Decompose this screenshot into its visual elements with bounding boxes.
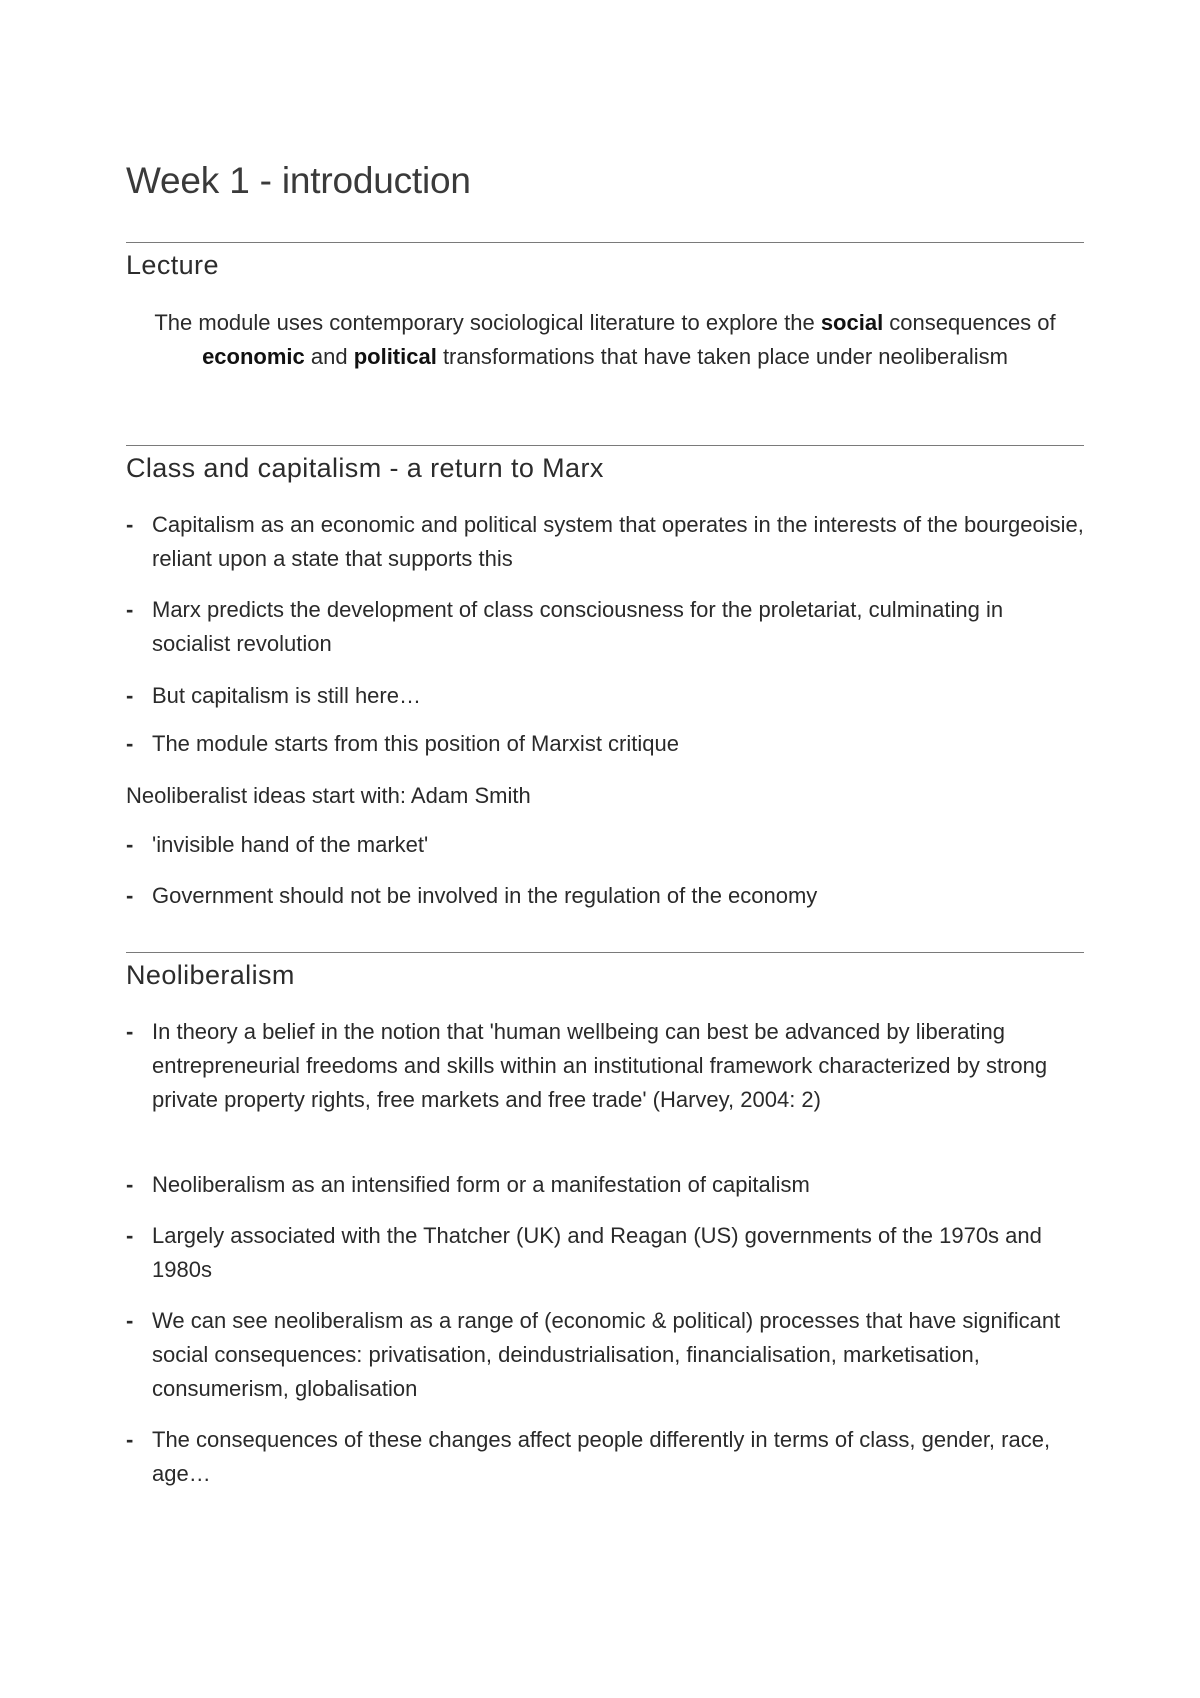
bullet-marker: - <box>126 512 134 537</box>
section-divider <box>126 242 1084 243</box>
list-item <box>126 1168 1084 1202</box>
list-item <box>126 593 1084 661</box>
list-item-text: Neoliberalism as an intensified form or a manifestation of capitalism <box>152 1172 810 1197</box>
list-item <box>126 1015 1084 1117</box>
bold-term-social: social <box>820 310 884 335</box>
bullet-marker: - <box>126 731 134 756</box>
adam-smith-intro: Neoliberalist ideas start with: Adam Smith <box>126 783 531 808</box>
bullet-marker: - <box>126 683 134 708</box>
bold-term-political: political <box>353 344 437 369</box>
bullet-marker: - <box>126 597 134 622</box>
list-item <box>126 1219 1084 1287</box>
lecture-text-part: The module uses contemporary sociological literature to explore the <box>154 310 821 335</box>
list-item-text: In theory a belief in the notion that 'human wellbeing can best be advanced by liberating entrepreneurial freedoms and skills within an institutional framework characterized by strong private property rights, free markets and free trade' (Harvey, 2004: 2) <box>152 1019 1048 1112</box>
list-item <box>126 1304 1084 1406</box>
bullet-marker: - <box>126 832 134 857</box>
list-item-text: 'invisible hand of the market' <box>152 832 429 857</box>
list-item-text: Largely associated with the Thatcher (UK) and Reagan (US) governments of the 1970s and 1980s <box>152 1223 1042 1282</box>
bullet-marker: - <box>126 1308 134 1333</box>
neoliberalism-heading: Neoliberalism <box>126 960 295 990</box>
page-title: Week 1 - introduction <box>126 160 471 201</box>
list-item <box>126 879 1084 913</box>
list-item-text: Government should not be involved in the regulation of the economy <box>152 883 818 908</box>
list-item-text: The consequences of these changes affect people differently in terms of class, gender, race, age… <box>152 1427 1051 1486</box>
list-item-text: Marx predicts the development of class consciousness for the proletariat, culminating in socialist revolution <box>152 597 1004 656</box>
list-item <box>126 1423 1084 1491</box>
list-item-text: We can see neoliberalism as a range of (economic & political) processes that have significant social consequences: privatisation, deindustrialisation, financialisation, marketisation, consumerism, globalisation <box>152 1308 1061 1401</box>
list-item <box>126 727 1084 761</box>
lecture-text-part: transformations that have taken place under neoliberalism <box>436 344 1008 369</box>
list-item <box>126 828 1084 862</box>
list-item-text: But capitalism is still here… <box>152 683 421 708</box>
list-item <box>126 679 1084 713</box>
bullet-marker: - <box>126 1172 134 1197</box>
list-item <box>126 508 1084 576</box>
section-divider <box>126 445 1084 446</box>
bullet-marker: - <box>126 1019 134 1044</box>
list-item-text: The module starts from this position of Marxist critique <box>152 731 679 756</box>
section-divider <box>126 952 1084 953</box>
bullet-marker: - <box>126 883 134 908</box>
bold-term-economic: economic <box>202 344 305 369</box>
class-capitalism-heading: Class and capitalism - a return to Marx <box>126 453 604 483</box>
lecture-heading: Lecture <box>126 250 219 280</box>
lecture-text-part: consequences of <box>883 310 1056 335</box>
bullet-marker: - <box>126 1223 134 1248</box>
bullet-marker: - <box>126 1427 134 1452</box>
lecture-summary <box>126 306 1084 374</box>
list-item-text: Capitalism as an economic and political system that operates in the interests of the bourgeoisie, reliant upon a state that supports this <box>152 512 1084 571</box>
lecture-text-part: and <box>304 344 354 369</box>
